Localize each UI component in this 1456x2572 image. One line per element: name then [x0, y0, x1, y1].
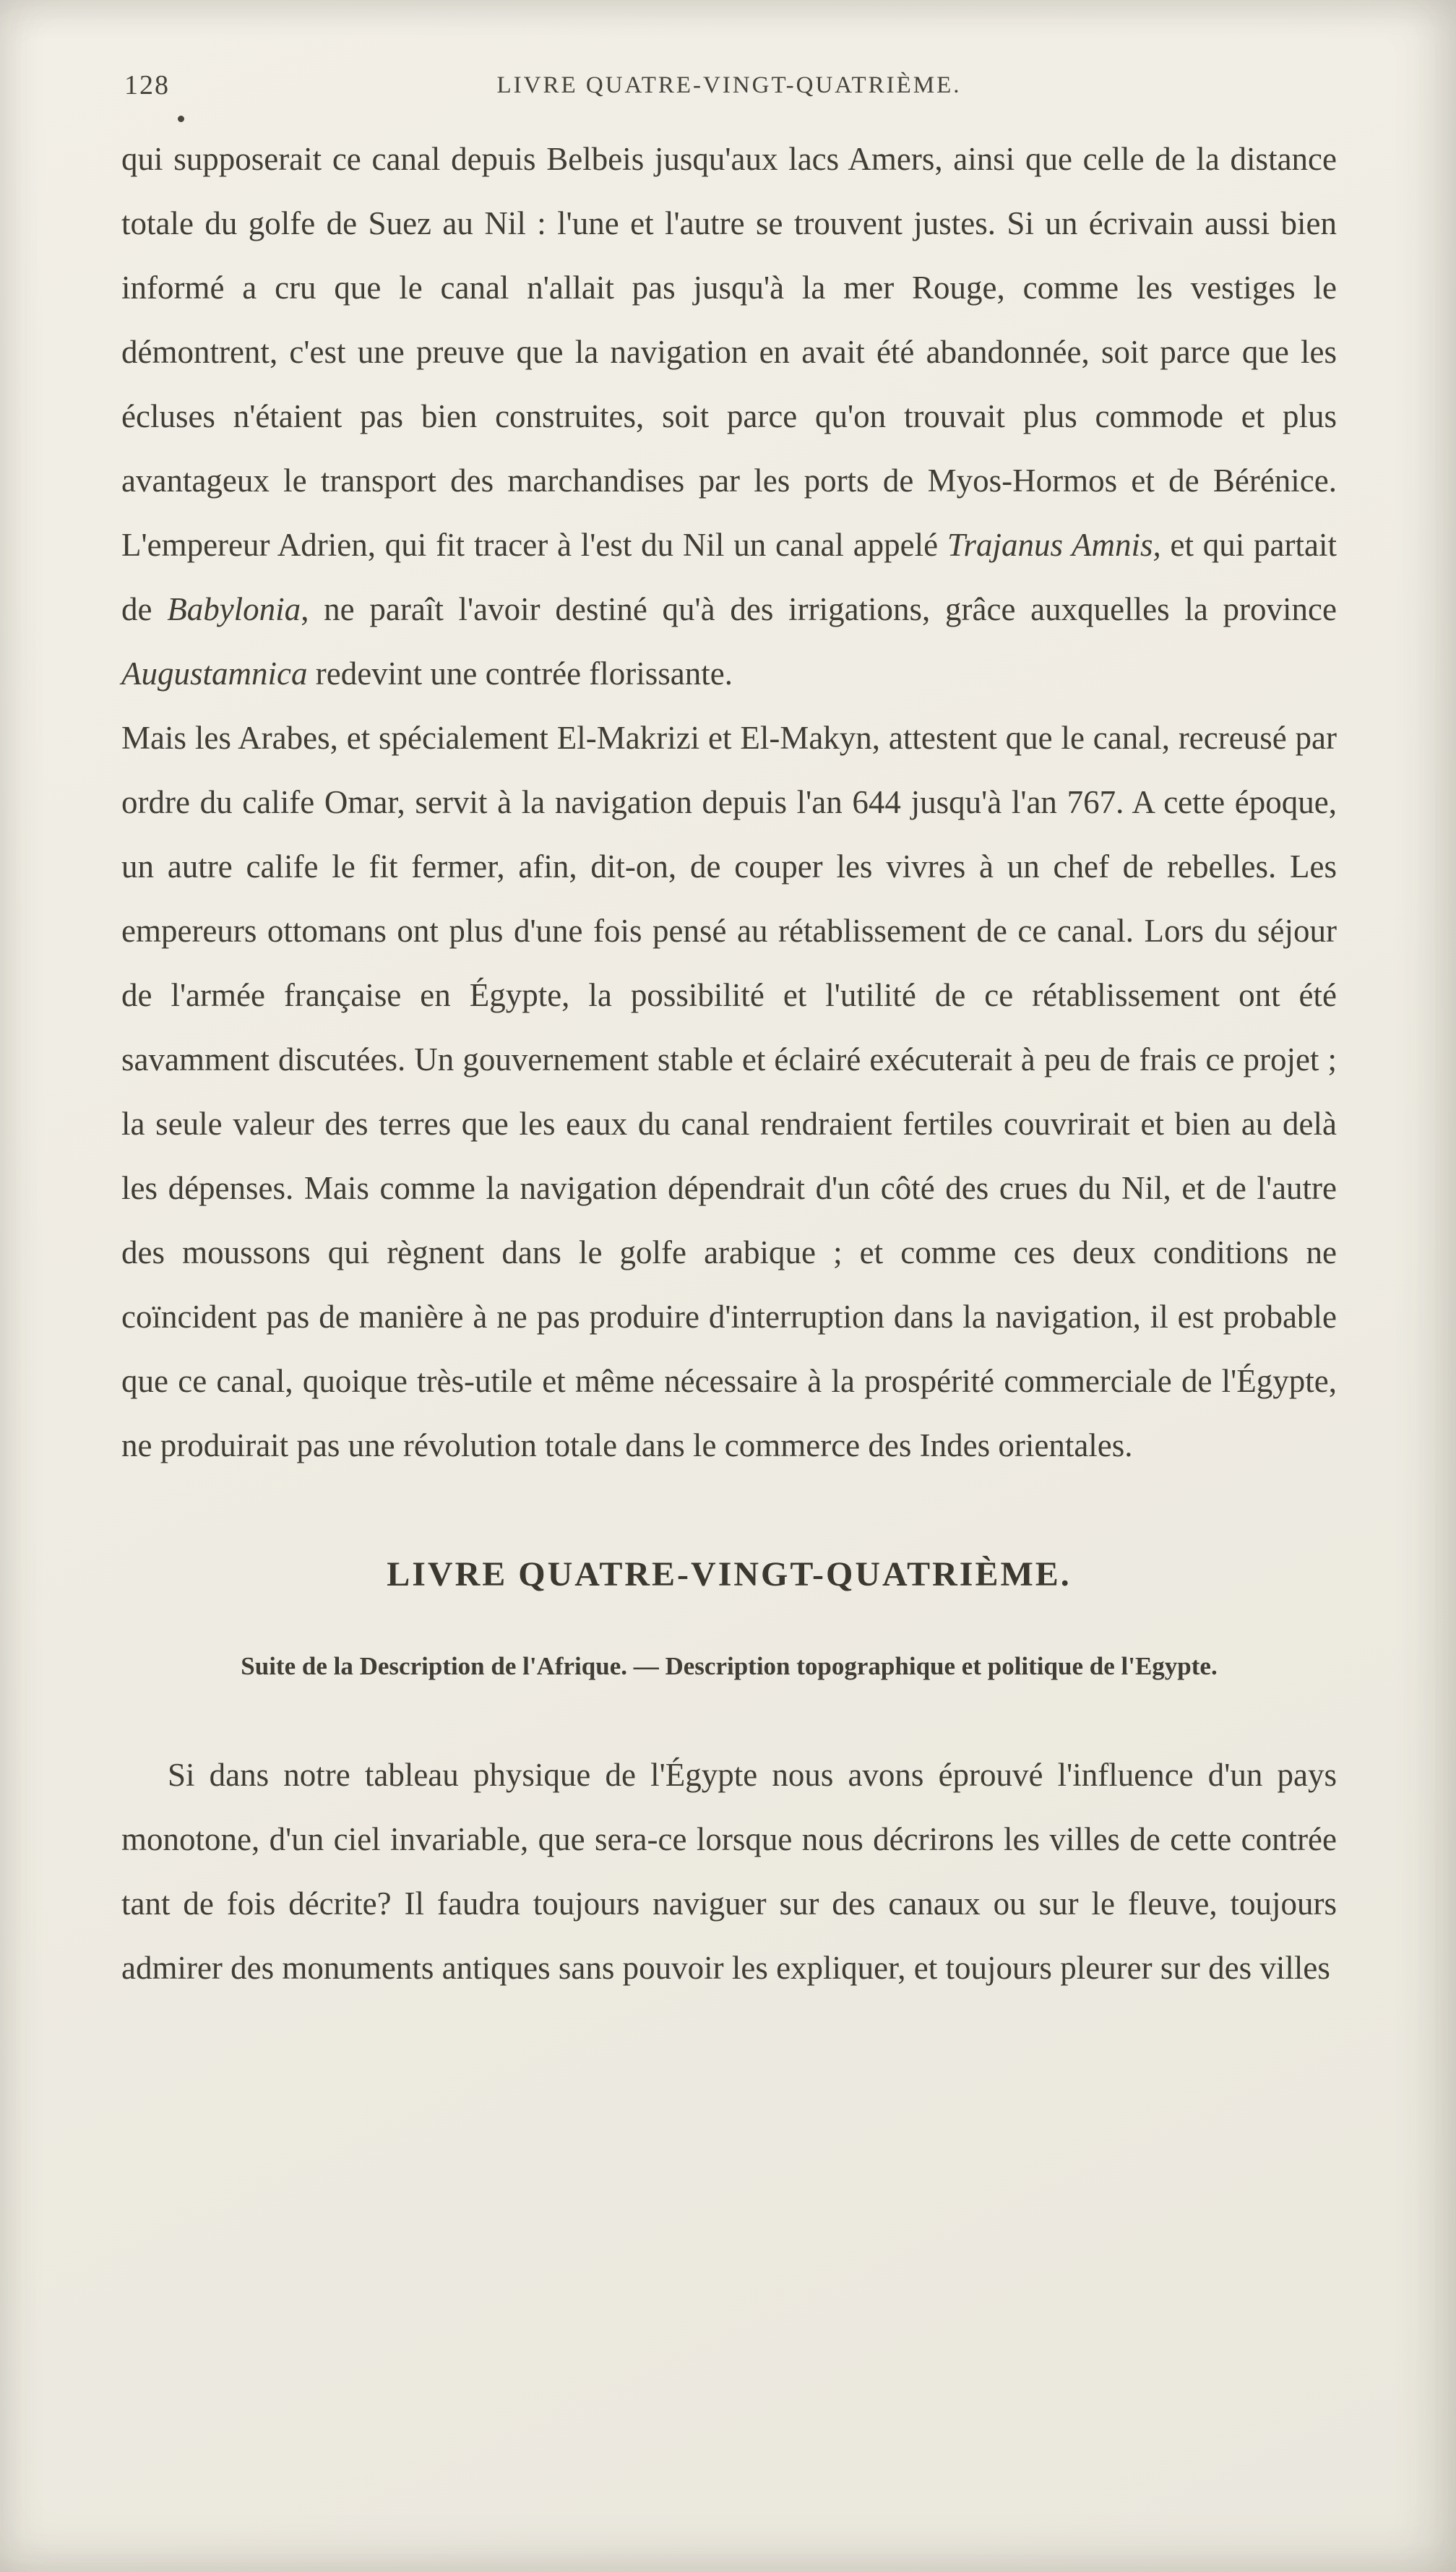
text-block	[121, 127, 1337, 2000]
italic-term-trajanus-amnis: Trajanus Amnis,	[947, 527, 1161, 563]
page-number: 128	[124, 70, 170, 100]
text-run: qui supposerait ce canal depuis Belbeis jusqu'aux lacs Amers, ainsi que celle de la distance totale du golfe de Suez au Nil : l'une et l'autre se trouvent justes. Si un écrivain aussi bien informé a cru que le canal n'allait pas jusqu'à la mer Rouge, comme les vestiges le démontrent, c'est une preuve que la navigation en avait été abandonnée, soit parce que les écluses n'étaient pas bien construites, soit parce qu'on trouvait plus commode et plus avantageux le transport des marchandises par les ports de Myos-Hormos et de Bérénice. L'empereur Adrien, qui fit tracer à l'est du Nil un canal appelé	[121, 141, 1337, 563]
section-opening-paragraph: Si dans notre tableau physique de l'Égypte nous avons éprouvé l'influence d'un pays monotone, d'un ciel invariable, que sera-ce lorsque nous décrirons les villes de cette contrée tant de fois décrite? Il faudra toujours naviguer sur des canaux ou sur le fleuve, toujours admirer des monuments antiques sans pouvoir les expliquer, et toujours pleurer sur des villes	[121, 1757, 1337, 1986]
section-subtitle: Suite de la Description de l'Afrique. — Description topographique et politique de l'Egypte.	[241, 1652, 1218, 1680]
ink-speck	[178, 116, 184, 122]
paragraph-continuation	[121, 127, 1337, 706]
running-header: LIVRE QUATRE-VINGT-QUATRIÈME.	[496, 72, 962, 98]
text-run: et qui partait de	[121, 527, 1337, 627]
section-title: LIVRE QUATRE-VINGT-QUATRIÈME.	[387, 1555, 1072, 1593]
italic-term-augustamnica: Augustamnica	[121, 655, 308, 692]
paragraph: Mais les Arabes, et spécialement El-Makrizi et El-Makyn, attestent que le canal, recreusé par ordre du calife Omar, servit à la navigation depuis l'an 644 jusqu'à l'an 767. A cette époque, un autre calife le fit fermer, afin, dit-on, de couper les vivres à un chef de rebelles. Les empereurs ottomans ont plus d'une fois pensé au rétablissement de ce canal. Lors du séjour de l'armée française en Égypte, la possibilité et l'utilité de ce rétablissement ont été savamment discutées. Un gouvernement stable et éclairé exécuterait à peu de frais ce projet ; la seule valeur des terres que les eaux du canal rendraient fertiles couvrirait et bien au delà les dépenses. Mais comme la navigation dépendrait d'un côté des crues du Nil, et de l'autre des moussons qui règnent dans le golfe arabique ; et comme ces deux conditions ne coïncident pas de manière à ne pas produire d'interruption dans la navigation, il est probable que ce canal, quoique très-utile et même nécessaire à la prospérité commerciale de l'Égypte, ne produirait pas une révolution totale dans le commerce des Indes orientales.	[121, 720, 1337, 1463]
text-run: , ne paraît l'avoir destiné qu'à des irrigations, grâce auxquelles la province	[301, 591, 1337, 627]
text-run: redevint une contrée florissante.	[307, 655, 733, 692]
italic-term-babylonia: Babylonia	[167, 591, 301, 627]
page-header	[121, 66, 1337, 113]
